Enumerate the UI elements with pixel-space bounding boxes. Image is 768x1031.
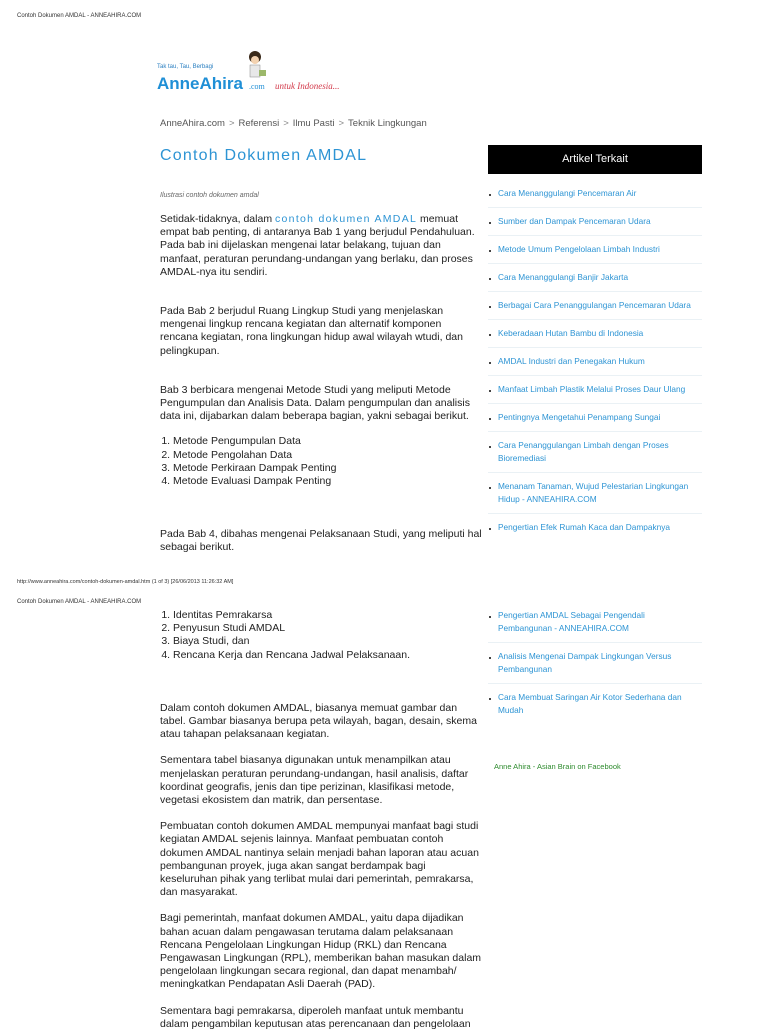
paragraph: Sementara tabel biasanya digunakan untuk menampilkan atau menjelaskan peraturan perundang-undangan, hasil analisis, daftar koordinat geografis, jenis dan tipe perizinan, klasifikasi metode, vegetasi ekosistem dan matrik, dan persentase. xyxy=(160,754,469,807)
related-article-link[interactable]: Cara Membuat Saringan Air Kotor Sederhana dan Mudah xyxy=(488,684,702,724)
related-article-link[interactable]: AMDAL Industri dan Penegakan Hukum xyxy=(488,348,702,376)
list-item: 3. Metode Perkiraan Dampak Penting xyxy=(173,462,482,475)
related-articles-list-continued xyxy=(488,602,702,724)
site-logo[interactable] xyxy=(157,50,397,100)
list-item: 1. Identitas Pemrakarsa xyxy=(173,609,482,622)
related-article-link[interactable]: Berbagai Cara Penanggulangan Pencemaran Udara xyxy=(488,292,702,320)
image-caption: Ilustrasi contoh dokumen amdal xyxy=(160,192,259,199)
related-article-link[interactable]: Sumber dan Dampak Pencemaran Udara xyxy=(488,208,702,236)
related-article-link[interactable]: Keberadaan Hutan Bambu di Indonesia xyxy=(488,320,702,348)
keyword-link[interactable]: contoh dokumen AMDAL xyxy=(274,213,418,225)
page-title: Contoh Dokumen AMDAL xyxy=(160,147,368,164)
related-article-link[interactable]: Menanam Tanaman, Wujud Pelestarian Lingkungan Hidup - ANNEAHIRA.COM xyxy=(488,473,702,514)
article-body-page1 xyxy=(160,213,482,555)
breadcrumb-separator: > xyxy=(228,118,235,129)
paragraph: Dalam contoh dokumen AMDAL, biasanya memuat gambar dan tabel. Gambar biasanya berupa peta wilayah, bagan, desain, skema atau tahapan pelaksanaan kegiatan. xyxy=(160,701,477,741)
study-list xyxy=(145,609,482,662)
breadcrumb-home[interactable]: AnneAhira.com xyxy=(160,118,225,129)
related-article-link[interactable]: Metode Umum Pengelolaan Limbah Industri xyxy=(488,236,702,264)
breadcrumb-ilmu-pasti[interactable]: Ilmu Pasti xyxy=(292,118,335,129)
print-header: Contoh Dokumen AMDAL - ANNEAHIRA.COM xyxy=(17,13,142,19)
paragraph: Pada Bab 2 berjudul Ruang Lingkup Studi yang menjelaskan mengenai lingkup rencana kegiatan dan alternatif komponen rencana kegiatan, rona lingkungan hidup awal wilayah wtudi, dan pelingkupan. xyxy=(160,305,463,357)
related-article-link[interactable]: Cara Menanggulangi Banjir Jakarta xyxy=(488,264,702,292)
print-footer-url: http://www.anneahira.com/contoh-dokumen-amdal.htm (1 of 3) [26/06/2013 11:26:32 AM] xyxy=(17,579,234,585)
list-item: 1. Metode Pengumpulan Data xyxy=(173,435,482,448)
paragraph: Bab 3 berbicara mengenai Metode Studi yang meliputi Metode Pengumpulan dan Analisis Data. Dalam pengumpulan dan analisis data ini, dijabarkan dalam beberapa bagian, yakni sebagai berikut. xyxy=(160,383,470,423)
breadcrumb-separator: > xyxy=(338,118,345,129)
list-item: 4. Rencana Kerja dan Rencana Jadwal Pelaksanaan. xyxy=(173,649,482,662)
breadcrumb xyxy=(160,118,427,129)
list-item: 2. Metode Pengolahan Data xyxy=(173,449,482,462)
list-item: 4. Metode Evaluasi Dampak Penting xyxy=(173,475,482,488)
print-header: Contoh Dokumen AMDAL - ANNEAHIRA.COM xyxy=(17,599,142,605)
related-articles-heading: Artikel Terkait xyxy=(488,145,702,174)
list-item: 3. Biaya Studi, dan xyxy=(173,635,482,648)
logo-tagline: Tak tau, Tau, Berbagi xyxy=(157,64,214,70)
methods-list xyxy=(145,435,482,488)
related-article-link[interactable]: Cara Menanggulangi Pencemaran Air xyxy=(488,180,702,208)
breadcrumb-referensi[interactable]: Referensi xyxy=(238,118,280,129)
list-item: 2. Penyusun Studi AMDAL xyxy=(173,622,482,635)
mascot-icon xyxy=(245,50,267,80)
related-article-link[interactable]: Cara Penanggulangan Limbah dengan Proses Bioremediasi xyxy=(488,432,702,473)
paragraph: Setidak-tidaknya, dalam contoh dokumen AMDAL memuat empat bab penting, di antaranya Bab 1 yang berjudul Pendahuluan. Pada bab ini dijelaskan mengenai latar belakang, tujuan dan manfaat, peraturan perundang-undangan yang berlaku, dan proses AMDAL-nya itu sendiri. xyxy=(160,213,475,278)
related-article-link[interactable]: Manfaat Limbah Plastik Melalui Proses Daur Ulang xyxy=(488,376,702,404)
related-article-link[interactable]: Analisis Mengenai Dampak Lingkungan Versus Pembangunan xyxy=(488,643,702,684)
logo-suffix: .com xyxy=(249,82,265,91)
breadcrumb-separator: > xyxy=(283,118,289,129)
paragraph: Bagi pemerintah, manfaat dokumen AMDAL, yaitu dapa dijadikan bahan acuan dalam pengawasan terutama dalam pelaksanaan Rencana Pengelolaan Lingkungan Hidup (RKL) dan Rencana Pengawasan Lingkungan (RPL), memberikan bahan masukan dalam pengelolaan lingkungan secara regional, dan dapat menambah/ meningkatkan Pendapatan Asli Daerah (PAD). xyxy=(160,912,482,991)
breadcrumb-teknik-lingkungan[interactable]: Teknik Lingkungan xyxy=(348,118,427,129)
related-article-link[interactable]: Pentingnya Mengetahui Penampang Sungai xyxy=(488,404,702,432)
paragraph: Pembuatan contoh dokumen AMDAL mempunyai manfaat bagi studi kegiatan AMDAL sejenis lainnya. Manfaat pembuatan contoh dokumen AMDAL nantinya selain menjadi bahan laporan atau acuan pembangunan proyek, juga akan sangat berdampak bagi keseluruhan pihak yang terlibat mulai dari pemerintah, pemrakarsa, dan masyarakat. xyxy=(160,820,479,899)
related-article-link[interactable]: Pengertian AMDAL Sebagai Pengendali Pembangunan - ANNEAHIRA.COM xyxy=(488,602,702,643)
related-articles-list xyxy=(488,180,702,541)
paragraph: Pada Bab 4, dibahas mengenai Pelaksanaan Studi, yang meliputi hal sebagai berikut. xyxy=(160,528,482,554)
logo-slogan: untuk Indonesia... xyxy=(275,81,340,91)
article-body-page2 xyxy=(160,609,482,1031)
facebook-link[interactable]: Anne Ahira - Asian Brain on Facebook xyxy=(494,762,621,771)
related-article-link[interactable]: Pengertian Efek Rumah Kaca dan Dampaknya xyxy=(488,514,702,541)
logo-name: AnneAhira xyxy=(157,74,243,93)
paragraph: Sementara bagi pemrakarsa, diperoleh manfaat untuk membantu dalam pengambilan keputusan atas perencanaan dan pengelolaan xyxy=(160,1004,471,1030)
